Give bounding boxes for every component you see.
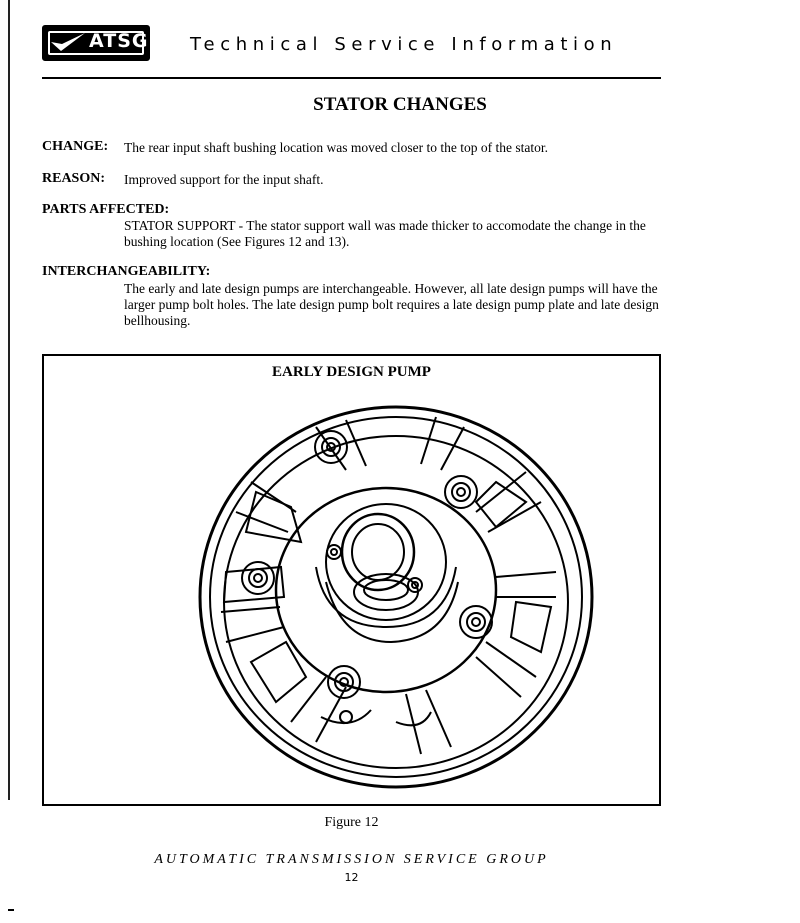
reason-text: Improved support for the input shaft. <box>124 172 324 187</box>
change-text: The rear input shaft bushing location was moved closer to the top of the stator. <box>124 140 549 155</box>
figure-title: EARLY DESIGN PUMP <box>272 364 431 380</box>
early-design-pump-illustration <box>196 392 596 802</box>
header-divider <box>42 77 661 79</box>
page-left-edge-line <box>8 0 10 800</box>
header-title: Technical Service Information <box>190 34 618 55</box>
page-edge-tick <box>8 909 14 911</box>
figure-caption: Figure 12 <box>324 815 379 830</box>
logo-text: ATSG <box>89 30 149 52</box>
footer-organization: AUTOMATIC TRANSMISSION SERVICE GROUP <box>154 852 549 867</box>
page-title: STATOR CHANGES <box>313 94 487 115</box>
parts-affected-label: PARTS AFFECTED: <box>42 202 170 217</box>
figure-frame <box>42 354 661 806</box>
change-label: CHANGE: <box>42 139 109 154</box>
page-number: 12 <box>344 871 359 884</box>
atsg-logo <box>42 25 150 61</box>
checkmark-icon <box>51 33 85 51</box>
interchangeability-label: INTERCHANGEABILITY: <box>42 264 211 279</box>
interchangeability-text: The early and late design pumps are interchangeable. However, all late design pumps will have the larger pump bolt holes. The late design pump bolt requires a late design pump plate and late design bellhousing. <box>124 281 659 328</box>
header <box>42 25 662 75</box>
parts-affected-text: STATOR SUPPORT - The stator support wall was made thicker to accomodate the change in the bushing location (See Figures 12 and 13). <box>124 218 646 249</box>
reason-label: REASON: <box>42 171 106 186</box>
